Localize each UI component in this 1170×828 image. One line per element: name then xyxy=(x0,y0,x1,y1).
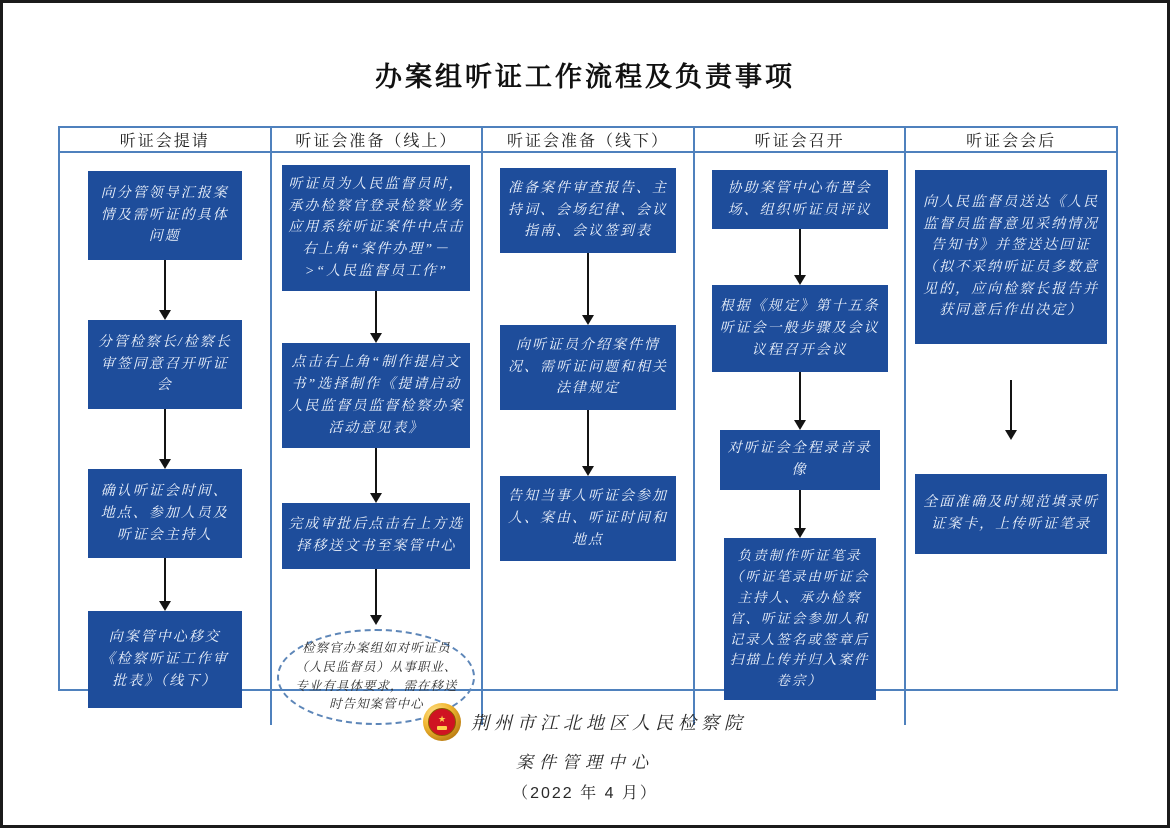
column-header-convening: 听证会召开 xyxy=(695,128,907,151)
column-prep-online xyxy=(272,153,484,725)
footer-org-name: 荆州市江北地区人民检察院 xyxy=(471,713,747,733)
arrow-down-icon xyxy=(159,260,171,320)
table-body-row xyxy=(60,153,1116,725)
flow-step: 向人民监督员送达《人民监督员监督意见采纳情况告知书》并签送达回证（拟不采纳听证员多数意见的，应向检察长报告并获同意后作出决定） xyxy=(915,170,1107,344)
column-convening xyxy=(695,153,907,725)
arrow-down-icon xyxy=(794,372,806,430)
arrow-down-icon xyxy=(582,410,594,476)
arrow-down-icon xyxy=(370,448,382,503)
flow-step: 向听证员介绍案件情况、需听证问题和相关法律规定 xyxy=(500,325,676,410)
flow-step: 协助案管中心布置会场、组织听证员评议 xyxy=(712,170,888,229)
column-header-after-hearing: 听证会会后 xyxy=(966,133,1057,150)
flow-step: 负责制作听证笔录（听证笔录由听证会主持人、承办检察官、听证会参加人和记录人签名或签章后扫描上传并归入案件卷宗） xyxy=(724,538,876,700)
flow-step: 全面准确及时规范填录听证案卡，上传听证笔录 xyxy=(915,474,1107,553)
arrow-down-icon xyxy=(370,569,382,625)
note-ellipse: 检察官办案组如对听证员（人民监督员）从事职业、专业有具体要求，需在移送时告知案管中心 xyxy=(277,629,475,725)
flow-step: 听证员为人民监督员时，承办检察官登录检察业务应用系统听证案件中点击右上角“案件办理”－>“人民监督员工作” xyxy=(282,165,470,291)
flow-step: 根据《规定》第十五条听证会一般步骤及会议议程召开会议 xyxy=(712,285,888,372)
flow-step: 准备案件审查报告、主持词、会场纪律、会议指南、会议签到表 xyxy=(500,168,676,253)
flow-step: 确认听证会时间、地点、参加人员及听证会主持人 xyxy=(88,469,242,558)
flow-step: 分管检察长/检察长审签同意召开听证会 xyxy=(88,320,242,409)
column-hearing-request xyxy=(60,153,272,725)
column-header-prep-online: 听证会准备（线上） xyxy=(272,128,484,151)
flow-step: 对听证会全程录音录像 xyxy=(720,430,880,489)
arrow-down-icon xyxy=(794,490,806,538)
arrow-down-icon xyxy=(1005,380,1017,440)
arrow-down-icon xyxy=(794,229,806,285)
flow-step: 点击右上角“制作提启文书”选择制作《提请启动人民监督员监督检察办案活动意见表》 xyxy=(282,343,470,448)
footer xyxy=(3,703,1167,803)
column-header-hearing-request: 听证会提请 xyxy=(60,128,272,151)
flow-step: 完成审批后点击右上方选择移送文书至案管中心 xyxy=(282,503,470,568)
footer-dept: 案件管理中心 xyxy=(516,753,654,772)
flow-step: 向分管领导汇报案情及需听证的具体问题 xyxy=(88,171,242,260)
table-header-row xyxy=(60,128,1116,153)
procuratorate-emblem-icon: ★ xyxy=(423,703,461,741)
page-title: 办案组听证工作流程及负责事项 xyxy=(375,62,795,92)
column-prep-offline xyxy=(483,153,695,725)
arrow-down-icon xyxy=(159,558,171,611)
flow-step: 向案管中心移交《检察听证工作审批表》（线下） xyxy=(88,611,242,708)
arrow-down-icon xyxy=(370,291,382,343)
column-after-hearing xyxy=(906,153,1116,725)
column-header-prep-offline: 听证会准备（线下） xyxy=(483,128,695,151)
flow-table xyxy=(58,126,1118,712)
flow-step: 告知当事人听证会参加人、案由、听证时间和地点 xyxy=(500,476,676,561)
footer-org-line xyxy=(423,703,747,741)
arrow-down-icon xyxy=(159,409,171,469)
footer-date: （2022 年 4 月） xyxy=(512,785,658,802)
arrow-down-icon xyxy=(582,253,594,325)
